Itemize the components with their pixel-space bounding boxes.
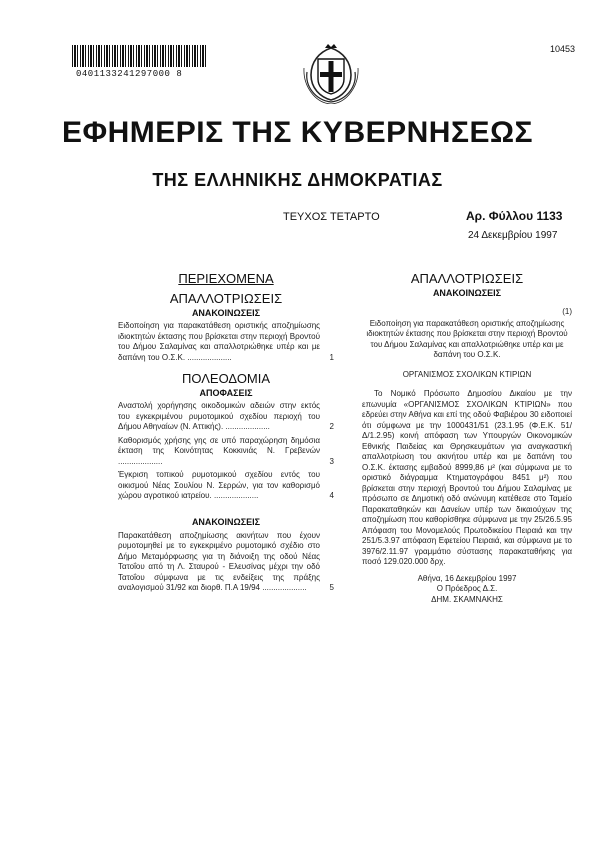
toc-entry-text: Ειδοποίηση για παρακατάθεση οριστικής αποζημίωσης ιδιοκτητών έκτασης που βρίσκεται στην περιοχή Βροντού του Δήμου Σαλαμίνας και απαλλοτριώθηκε υπέρ και με δαπάνη του Ο.Σ.Κ. .................... [118,321,320,362]
signer-title: Ο Πρόεδρος Δ.Σ. [436,584,498,593]
toc-column [118,271,334,594]
toc-section-title: ΑΠΑΛΛΟΤΡΙΩΣΕΙΣ [169,291,283,306]
article-body: Το Νομικό Πρόσωπο Δημοσίου Δικαίου με την επωνυμία «ΟΡΓΑΝΙΣΜΟΣ ΣΧΟΛΙΚΩΝ ΚΤΙΡΙΩΝ» που εδρεύει στην Αθήνα και επί της οδού Φαβιέρου 30 ειδοποιεί ότι σύμφωνα με την 1000431/51 (23.1.95 (Φ.Ε.Κ. 51/Δ/1.2.95) κοινή απόφαση των Υπουργών Οικονομικών Εθνικής Παιδείας και Θρησκευμάτων για αναγκαστική απαλλοτρίωση του ακινήτου υπέρ και με δαπάνη του Ο.Σ.Κ. έκτασης εμβαδού 8999,86 μ² (και σύμφωνα με το οριστικό διάγραμμα Κτηματογράφου 8451 μ²) που βρίσκεται στην περιοχή Βροντού του Δήμου Σαλαμίνας με πρόσωπο σε Δημοτική οδό ανώνυμη κατέθεσε στο Ταμείο Παρακαταθηκών και Δανείων υπέρ των δικαιούχων της αποζημίωση που καθορίσθηκε σύμφωνα με την 25/26.5.95 Απόφαση του Μονομελούς Πρωτοδικείου Πειραιά και την 251/5.3.97 απόφαση Εφετείου Πειραιά, και σύμφωνα με το 3976/2.11.97 γραμμάτιο σύστασης παρακαταθήκης για ποσό 129.020.000 δρχ. [362,389,572,566]
toc-entry-page: 4 [329,491,334,500]
toc-entry-text: Έγκριση τοπικού ρυμοτομικού σχεδίου εντός του οικισμού Νέας Σουλίου Ν. Σερρών, για τον καθορισμό χώρου αγροτικού ιατρείου. .................... [118,470,320,500]
signer-name: ΔΗΜ. ΣΚΑΜΝΑΚΗΣ [431,594,503,604]
gazette-subtitle: ΤΗΣ ΕΛΛΗΝΙΚΗΣ ΔΗΜΟΚΡΑΤΙΑΣ [152,170,443,190]
toc-entry[interactable] [118,321,334,363]
gazette-title: ΕΦΗΜΕΡΙΣ ΤΗΣ ΚΥΒΕΡΝΗΣΕΩΣ [61,116,534,149]
barcode-number: 0401133241297000 8 [76,69,183,79]
toc-entry-text: Αναστολή χορήγησης οικοδομικών αδειών στην εκτός του εγκεκριμένου ρυμοτομικού σχεδίου περιοχή του Δήμου Αθηναίων (Ν. Αττικής). .................... [118,401,320,431]
toc-entry[interactable] [118,470,334,502]
sheet-number: Αρ. Φύλλου 1133 [466,209,563,223]
toc-section-subtitle: ΑΝΑΚΟΙΝΩΣΕΙΣ [191,308,261,318]
coat-of-arms-emblem [301,42,361,104]
article-summary: Ειδοποίηση για παρακατάθεση οριστικής αποζημίωσης ιδιοκτητών έκτασης που βρίσκεται στην περιοχή Βροντού του Δήμου Σαλαμίνας και απαλλοτριώθηκε υπέρ και με δαπάνη του Ο.Σ.Κ. [366,318,568,359]
article-subheading: ΑΝΑΚΟΙΝΩΣΕΙΣ [432,288,502,298]
page-number: 10453 [550,44,576,54]
toc-section-title: ΠΟΛΕΟΔΟΜΙΑ [181,371,271,386]
toc-section-subtitle: ΑΝΑΚΟΙΝΩΣΕΙΣ [191,516,261,527]
issue-date: 24 Δεκεμβρίου 1997 [468,230,558,241]
article-item-number: (1) [562,307,572,316]
toc-entry[interactable] [118,531,334,594]
toc-entry-page: 1 [329,352,334,362]
toc-entry-page: 5 [329,583,334,592]
toc-entry[interactable] [118,401,334,433]
issue-label: ΤΕΥΧΟΣ ΤΕΤΑΡΤΟ [283,211,380,223]
toc-heading: ΠΕΡΙΕΧΟΜΕΝΑ [178,271,274,286]
barcode [72,45,207,67]
article-organization: ΟΡΓΑΝΙΣΜΟΣ ΣΧΟΛΙΚΩΝ ΚΤΙΡΙΩΝ [402,369,532,379]
toc-entry-text: Παρακατάθεση αποζημίωσης ακινήτων που έχουν ρυμοτομηθεί με το εγκεκριμένο ρυμοτομικό σχέδιο στο Δήμο Μεταμόρφωσης για τη διάνοιξη της οδού Νέας Τατοΐου από τη Λ. Σταυρού - Ελευσίνας μέχρι την οδό Τατοΐου σύμφωνα με τις ενδείξεις της πράξης αναλογισμού 31/92 και διορθ. Π.Α 19/94 .................... [118,530,320,592]
toc-section-subtitle: ΑΠΟΦΑΣΕΙΣ [199,388,253,398]
signed-place-date: Αθήνα, 16 Δεκεμβρίου 1997 [417,573,517,583]
toc-entry-text: Καθορισμός χρήσης γης σε υπό παραχώρηση δημόσια έκταση της Κοινότητας Κοκκινιάς Ν. Γρεβενών .................... [118,435,320,466]
toc-entry-page: 3 [329,456,334,466]
toc-entry[interactable] [118,436,334,468]
toc-entry-page: 2 [329,422,334,431]
article-heading: ΑΠΑΛΛΟΤΡΙΩΣΕΙΣ [410,271,524,286]
article-column [362,271,572,605]
